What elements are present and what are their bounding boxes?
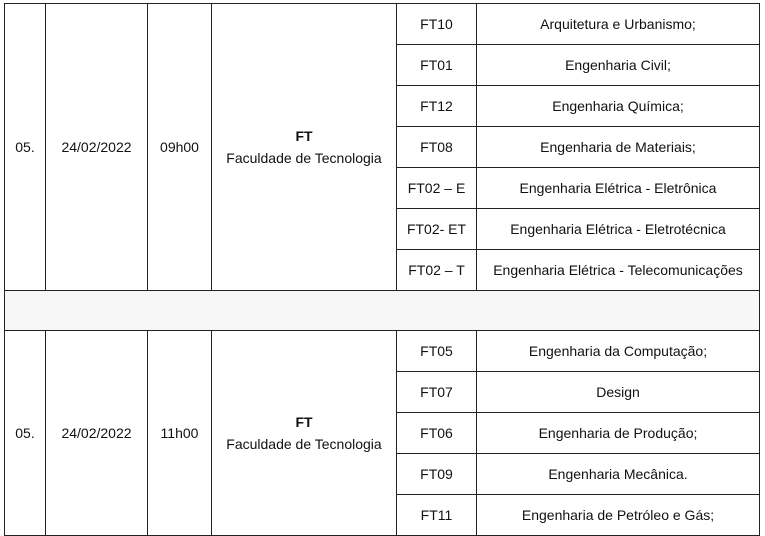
exam-date: 24/02/2022 [46, 331, 148, 536]
table-row [5, 4, 760, 45]
table-row [5, 331, 760, 372]
course-name: Engenharia Elétrica - Eletrotécnica [477, 209, 760, 250]
item-number: 05. [5, 4, 46, 291]
faculty-cell [212, 4, 397, 291]
course-name: Engenharia Mecânica. [477, 454, 760, 495]
course-code: FT07 [397, 372, 477, 413]
exam-date: 24/02/2022 [46, 4, 148, 291]
course-code: FT08 [397, 127, 477, 168]
course-name: Engenharia de Produção; [477, 413, 760, 454]
course-name: Engenharia Química; [477, 86, 760, 127]
course-name: Design [477, 372, 760, 413]
course-name: Engenharia de Petróleo e Gás; [477, 495, 760, 536]
course-code: FT02 – E [397, 168, 477, 209]
faculty-abbreviation: FT [295, 128, 313, 144]
course-code: FT10 [397, 4, 477, 45]
course-code: FT06 [397, 413, 477, 454]
exam-schedule-table [4, 3, 760, 536]
course-name: Engenharia Civil; [477, 45, 760, 86]
course-name: Arquitetura e Urbanismo; [477, 4, 760, 45]
course-code: FT09 [397, 454, 477, 495]
course-name: Engenharia Elétrica - Eletrônica [477, 168, 760, 209]
course-code: FT12 [397, 86, 477, 127]
faculty-name: Faculdade de Tecnologia [226, 436, 382, 452]
faculty-abbreviation: FT [295, 414, 313, 430]
item-number: 05. [5, 331, 46, 536]
course-code: FT11 [397, 495, 477, 536]
course-name: Engenharia Elétrica - Telecomunicações [477, 250, 760, 291]
course-name: Engenharia de Materiais; [477, 127, 760, 168]
course-code: FT05 [397, 331, 477, 372]
exam-time: 11h00 [148, 331, 212, 536]
course-name: Engenharia da Computação; [477, 331, 760, 372]
separator-cell [5, 291, 760, 331]
faculty-name: Faculdade de Tecnologia [226, 150, 382, 166]
course-code: FT02 – T [397, 250, 477, 291]
exam-time: 09h00 [148, 4, 212, 291]
separator-row [5, 291, 760, 331]
course-code: FT01 [397, 45, 477, 86]
course-code: FT02- ET [397, 209, 477, 250]
faculty-cell [212, 331, 397, 536]
